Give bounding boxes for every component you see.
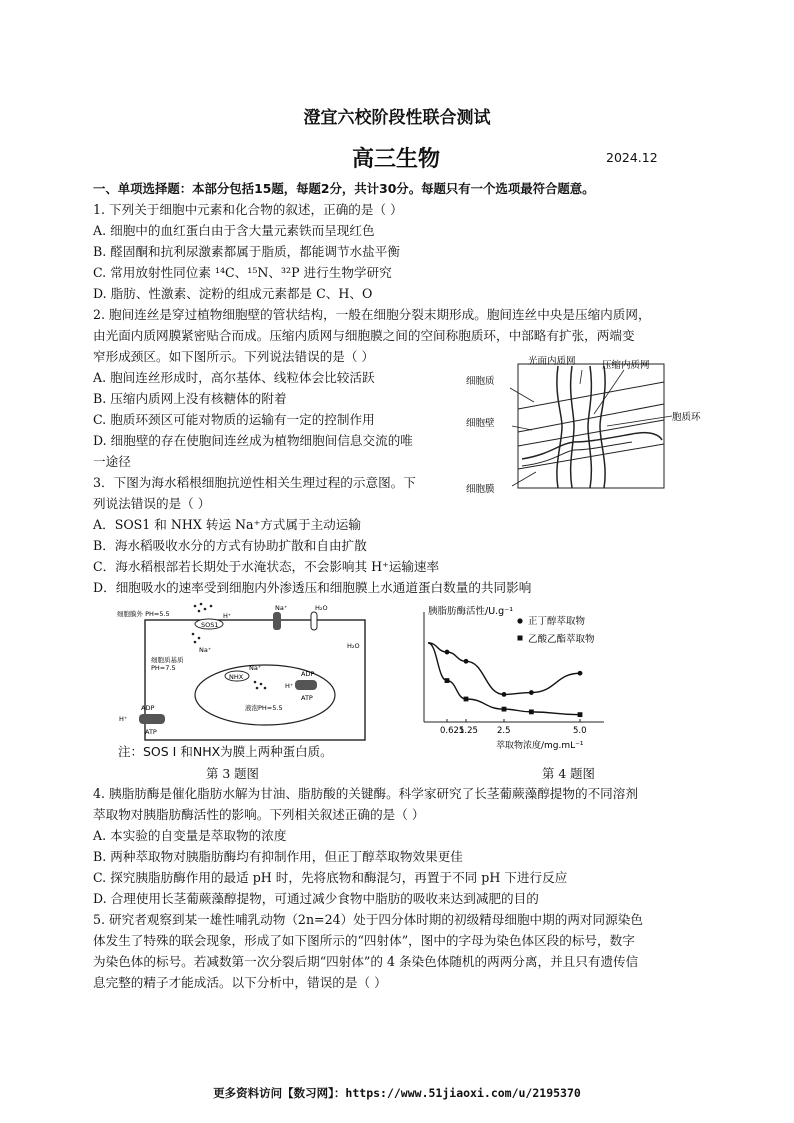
cytosol-label: 细胞质基质: [151, 656, 184, 664]
q3-option-c: C．海水稻根部若长期处于水淹状态，不会影响其 H⁺运输速率: [93, 559, 440, 574]
q4-option-d: D. 合理使用长茎葡蕨藻醇提物，可通过减少食物中脂肪的吸收来达到减肥的目的: [93, 891, 539, 906]
h-label-1: H⁺: [223, 612, 232, 620]
vacuole-label: 液泡PH=5.5: [245, 704, 283, 712]
label-cytoplasmic-ring: 胞质环: [672, 412, 701, 423]
q2-stem-line1: 2. 胞间连丝是穿过植物细胞壁的管状结构，一般在细胞分裂末期形成。胞间连丝中央是压缩内质网，: [93, 307, 651, 322]
fig3-note: 注：SOS I 和NHX为膜上两种蛋白质。: [118, 744, 333, 759]
butanol-data-point: [502, 692, 507, 697]
q3-stem-line1: 3．下图为海水稻根细胞抗逆性相关生理过程的示意图。下: [93, 475, 416, 490]
adp-label-1: ADP: [301, 670, 315, 678]
exam-title: 澄宜六校阶段性联合测试: [303, 108, 491, 128]
ethyl-acetate-data-point: [445, 678, 450, 683]
ethyl-acetate-data-point: [529, 709, 534, 714]
q3-option-d: D．细胞吸水的速率受到细胞内外渗透压和细胞膜上水通道蛋白数量的共同影响: [93, 580, 532, 595]
q3-stem-line2: 列说法错误的是（ ）: [93, 496, 211, 511]
ethyl-acetate-data-point: [502, 707, 507, 712]
butanol-data-point: [529, 690, 534, 695]
label-cell-wall: 细胞壁: [466, 418, 495, 429]
cytosol-ph-label: PH=7.5: [151, 664, 176, 672]
fig3-caption: 第 3 题图: [206, 766, 259, 781]
label-cytoplasm: 细胞质: [466, 376, 495, 387]
subject-title: 高三生物: [352, 147, 441, 172]
q3-option-a: A．SOS1 和 NHX 转运 Na⁺方式属于主动运输: [93, 517, 361, 532]
sos1-label: SOS1: [201, 621, 219, 629]
q2-option-c: C. 胞质环颈区可能对物质的运输有一定的控制作用: [93, 412, 375, 427]
q1-stem: 1. 下列关于细胞中元素和化合物的叙述，正确的是（ ）: [93, 202, 403, 217]
plasmodesma-diagram: [462, 354, 702, 499]
q2-option-d: D. 细胞壁的存在使胞间连丝成为植物细胞间信息交流的唯: [93, 433, 413, 448]
q4-option-c: C. 探究胰脂肪酶作用的最适 pH 时，先将底物和酶混匀，再置于不同 pH 下进行反应: [93, 870, 568, 885]
x-tick-label: 5.0: [573, 726, 587, 736]
series-ethyl-acetate-line: [428, 643, 580, 715]
q1-option-c: C. 常用放射性同位素 ¹⁴C、¹⁵N、³²P 进行生物学研究: [93, 265, 392, 280]
q2-stem-line3: 窄形成颈区。如下图所示。下列说法错误的是（ ）: [93, 349, 375, 364]
nhx-label: NHX: [229, 673, 244, 681]
x-tick-label: 2.5: [497, 726, 511, 736]
na-label-3: Na⁺: [249, 664, 262, 672]
h2o-label-2: H₂O: [347, 642, 360, 650]
exam-date: 2024.12: [606, 150, 658, 165]
q4-stem-line1: 4. 胰脂肪酶是催化脂肪水解为甘油、脂肪酸的关键酶。科学家研究了长茎葡蕨藻醇提物的不同溶剂: [93, 786, 638, 801]
butanol-data-point: [464, 659, 469, 664]
q5-stem-line2: 体发生了特殊的联会现象，形成了如下图所示的“四射体”，图中的字母为染色体区段的标号，数字: [93, 933, 635, 948]
legend-ethyl-acetate: 乙酸乙酯萃取物: [528, 634, 595, 645]
butanol-data-point: [445, 650, 450, 655]
q2-option-a: A. 胞间连丝形成时，高尔基体、线粒体会比较活跃: [93, 370, 375, 385]
q2-stem-line2: 由光面内质网膜紧密贴合而成。压缩内质网与细胞膜之间的空间称胞质环，中部略有扩张，两端变: [93, 328, 635, 343]
q3-option-b: B．海水稻吸收水分的方式有协助扩散和自由扩散: [93, 538, 367, 553]
lipase-activity-chart: [410, 600, 610, 758]
q4-stem-line2: 萃取物对胰脂肪酶活性的影响。下列相关叙述正确的是（ ）: [93, 807, 425, 822]
label-cell-membrane: 细胞膜: [466, 484, 495, 495]
q4-option-b: B. 两种萃取物对胰脂肪酶均有抑制作用，但正丁醇萃取物效果更佳: [93, 849, 463, 864]
legend-butanol: 正丁醇萃取物: [528, 616, 586, 627]
legend-square-marker: [518, 636, 523, 641]
q5-stem-line4: 息完整的精子才能成活。以下分析中，错误的是（ ）: [93, 975, 387, 990]
q5-stem-line1: 5. 研究者观察到某一雄性哺乳动物（2n=24）处于四分体时期的初级精母细胞中期的两对同源染色: [93, 912, 643, 927]
label-smooth-er: 光面内质网: [528, 356, 576, 367]
q1-option-a: A. 细胞中的血红蛋白由于含大量元素铁而呈现红色: [93, 223, 375, 238]
x-tick-label: 0.625: [440, 726, 465, 736]
atp-label-2: ATP: [145, 728, 157, 736]
ethyl-acetate-data-point: [464, 697, 469, 702]
y-axis-label: 胰脂肪酶活性/U.g⁻¹: [428, 606, 514, 617]
x-tick-label: 1.25: [459, 726, 478, 736]
ethyl-acetate-data-point: [578, 712, 583, 717]
atp-label-1: ATP: [301, 694, 313, 702]
q4-option-a: A. 本实验的自变量是萃取物的浓度: [93, 828, 287, 843]
na-label-1: Na⁺: [275, 604, 288, 612]
h2o-label-1: H₂O: [315, 604, 328, 612]
legend-circle-marker: [517, 618, 522, 623]
section-heading: 一、单项选择题：本部分包括15题，每题2分，共计30分。每题只有一个选项最符合题意。: [93, 181, 595, 196]
h-label-2: H⁺: [119, 715, 128, 723]
root-cell-diagram: [115, 600, 375, 762]
q2-option-d-cont: 一途径: [93, 454, 131, 469]
butanol-data-point: [578, 671, 583, 676]
q1-option-b: B. 醛固酮和抗利尿激素都属于脂质，都能调节水盐平衡: [93, 244, 400, 259]
q1-option-d: D. 脂肪、性激素、淀粉的组成元素都是 C、H、O: [93, 286, 373, 301]
footer-link[interactable]: 更多资料访问【数习网】：https://www.51jiaoxi.com/u/2195370: [213, 1086, 581, 1100]
adp-label-2: ADP: [141, 704, 155, 712]
x-axis-label: 萃取物浓度/mg.mL⁻¹: [496, 741, 584, 751]
series-butanol-line: [428, 643, 580, 695]
h-label-3: H⁺: [285, 682, 294, 690]
label-compressed-er: 压缩内质网: [602, 360, 650, 371]
outside-ph-label: 细胞膜外 PH=5.5: [117, 610, 170, 618]
fig4-caption: 第 4 题图: [542, 766, 595, 781]
q5-stem-line3: 为染色体的标号。若减数第一次分裂后期“四射体”的 4 条染色体随机的两两分离，并且只有遗传信: [93, 954, 639, 969]
q2-option-b: B. 压缩内质网上没有核糖体的附着: [93, 391, 287, 406]
na-label-2: Na⁺: [199, 646, 212, 654]
